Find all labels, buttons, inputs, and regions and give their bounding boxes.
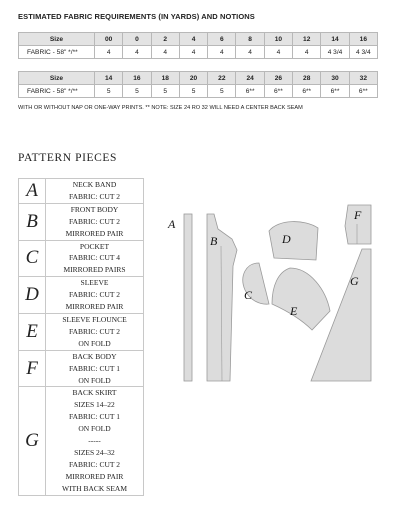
size-col-header: 26: [264, 72, 292, 85]
fabric-yardage-cell: 6**: [264, 85, 292, 98]
fabric-yardage-cell: 6**: [293, 85, 321, 98]
size-col-header: 24: [236, 72, 264, 85]
fabric-yardage-cell: 4: [123, 46, 151, 59]
fabric-yardage-cell: 4: [293, 46, 321, 59]
piece-description-line: ON FOLD: [78, 424, 111, 434]
fabric-yardage-cell: 4 3/4: [321, 46, 349, 59]
fabric-yardage-cell: 6**: [236, 85, 264, 98]
fabric-yardage-cell: 5: [151, 85, 179, 98]
piece-description-line: ON FOLD: [78, 375, 111, 385]
piece-e-shape: [272, 268, 330, 330]
piece-letter: F: [19, 350, 46, 387]
fabric-yardage-cell: 4: [95, 46, 123, 59]
piece-letter: A: [19, 179, 46, 204]
size-header: Size: [19, 33, 95, 46]
piece-description-line: FABRIC: CUT 2: [69, 191, 120, 201]
fabric-yardage-cell: 4: [208, 46, 236, 59]
fabric-yardage-cell: 5: [95, 85, 123, 98]
diagram-label-f: F: [354, 208, 362, 222]
piece-description-line: NECK BAND: [72, 180, 117, 189]
diagram-label-a: A: [168, 217, 176, 231]
size-col-header: 20: [179, 72, 207, 85]
piece-letter: B: [19, 203, 46, 240]
piece-description-line: MIRRORED PAIR: [65, 302, 124, 312]
size-col-header: 0: [123, 33, 151, 46]
diagram-label-e: E: [290, 304, 298, 318]
row-label: FABRIC - 58" */**: [19, 46, 95, 59]
piece-description-line: MIRRORED PAIR: [65, 228, 124, 238]
piece-description-line: BACK BODY: [72, 351, 117, 361]
size-col-header: 18: [151, 72, 179, 85]
diagram-label-g: G: [350, 274, 359, 288]
piece-a-shape: [184, 214, 192, 381]
size-col-header: 30: [321, 72, 349, 85]
size-col-header: 14: [321, 33, 349, 46]
fabric-yardage-cell: 4: [151, 46, 179, 59]
piece-letter: D: [19, 277, 46, 314]
page-title: ESTIMATED FABRIC REQUIREMENTS (IN YARDS) AND NOTIONS: [18, 12, 255, 21]
piece-description-line: SIZES 24–32: [74, 447, 115, 457]
piece-description-line: SLEEVE: [80, 278, 109, 288]
piece-description-line: FABRIC: CUT 1: [69, 363, 120, 373]
size-header: Size: [19, 72, 95, 85]
piece-description-line: SIZES 14–22: [74, 400, 115, 410]
size-col-header: 6: [208, 33, 236, 46]
piece-description-line: FRONT BODY: [70, 204, 119, 214]
piece-description-line: -----: [88, 436, 101, 446]
size-col-header: 22: [208, 72, 236, 85]
fabric-yardage-cell: 5: [179, 85, 207, 98]
size-col-header: 16: [123, 72, 151, 85]
piece-description-line: FABRIC: CUT 2: [69, 290, 120, 300]
size-col-header: 12: [293, 33, 321, 46]
piece-description-line: MIRRORED PAIRS: [63, 265, 126, 275]
piece-description-line: FABRIC: CUT 4: [69, 253, 120, 263]
fabric-yardage-cell: 4: [236, 46, 264, 59]
pattern-pieces-title: PATTERN PIECES: [18, 152, 118, 164]
diagram-label-d: D: [282, 232, 291, 246]
fabric-yardage-cell: 4: [179, 46, 207, 59]
fabric-yardage-cell: 6**: [349, 85, 377, 98]
piece-letter: G: [19, 387, 46, 495]
size-col-header: 10: [264, 33, 292, 46]
piece-description-line: FABRIC: CUT 2: [69, 459, 120, 469]
fabric-yardage-cell: 5: [208, 85, 236, 98]
piece-description-line: SLEEVE FLOUNCE: [62, 314, 127, 324]
piece-d-shape: [269, 222, 318, 260]
fabric-yardage-cell: 6**: [321, 85, 349, 98]
size-col-header: 14: [95, 72, 123, 85]
piece-description-line: MIRRORED PAIR: [65, 471, 124, 481]
piece-description-line: ON FOLD: [78, 338, 111, 348]
size-col-header: 32: [349, 72, 377, 85]
fabric-yardage-cell: 5: [123, 85, 151, 98]
piece-letter: E: [19, 313, 46, 350]
piece-description-line: POCKET: [79, 241, 110, 251]
diagram-label-b: B: [210, 234, 218, 248]
size-col-header: 16: [349, 33, 377, 46]
diagram-label-c: C: [244, 288, 253, 302]
size-col-header: 00: [95, 33, 123, 46]
piece-description-line: BACK SKIRT: [72, 388, 117, 398]
piece-description-line: FABRIC: CUT 2: [69, 326, 120, 336]
size-col-header: 4: [179, 33, 207, 46]
row-label: FABRIC - 58" */**: [19, 85, 95, 98]
fabric-yardage-cell: 4: [264, 46, 292, 59]
piece-description-line: FABRIC: CUT 2: [69, 216, 120, 226]
piece-letter: C: [19, 240, 46, 277]
size-col-header: 28: [293, 72, 321, 85]
size-col-header: 2: [151, 33, 179, 46]
size-col-header: 8: [236, 33, 264, 46]
piece-description-line: FABRIC: CUT 1: [69, 412, 120, 422]
piece-description-line: WITH BACK SEAM: [62, 483, 127, 493]
fabric-note: WITH OR WITHOUT NAP OR ONE-WAY PRINTS. ** NOTE: SIZE 24 RO 32 WILL NEED A CENTER BACK SEAM: [18, 105, 303, 111]
fabric-yardage-cell: 4 3/4: [349, 46, 377, 59]
